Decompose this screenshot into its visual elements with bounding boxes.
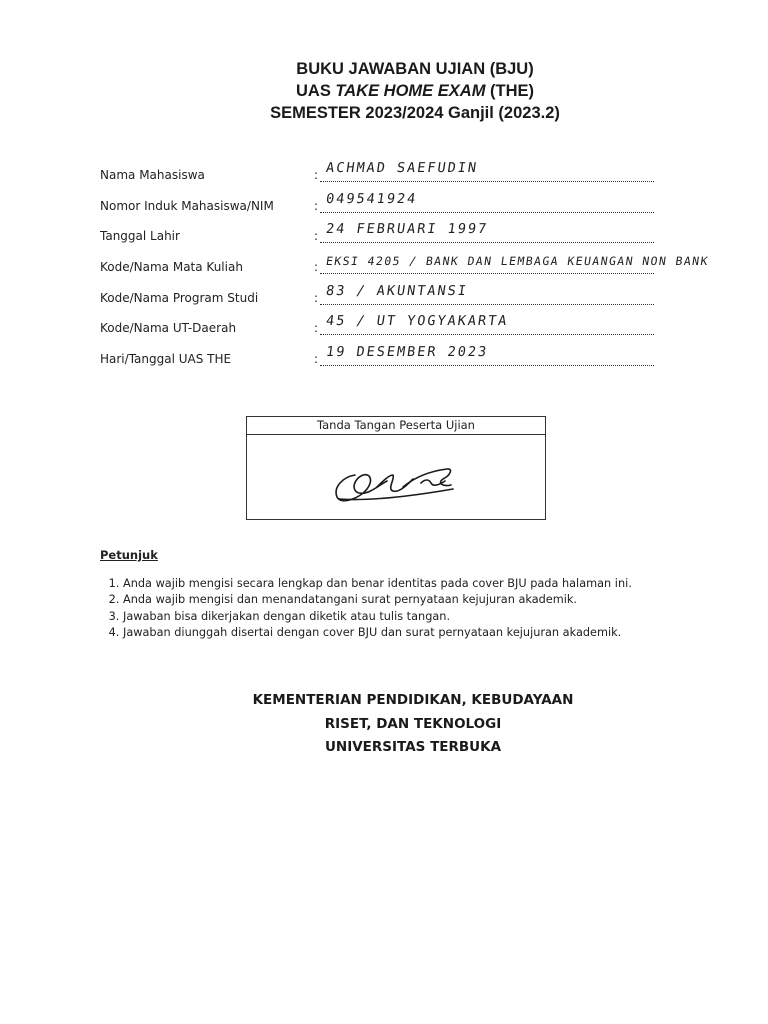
footer-ministry: KEMENTERIAN PENDIDIKAN, KEBUDAYAAN xyxy=(252,692,574,708)
instructions-list xyxy=(100,576,740,642)
instruction-item: 4. Jawaban diunggah disertai dengan cover BJU dan surat pernyataan kejujuran akademik. xyxy=(123,625,740,641)
form-label: Kode/Nama UT-Daerah xyxy=(100,321,237,336)
footer-university: UNIVERSITAS TERBUKA xyxy=(324,739,502,755)
dotted-line xyxy=(320,334,654,335)
form-row-nama xyxy=(100,160,768,191)
handwritten-value: ACHMAD SAEFUDIN xyxy=(324,160,480,176)
header-semester: SEMESTER 2023/2024 Ganjil (2023.2) xyxy=(270,104,560,122)
document-header xyxy=(0,58,768,124)
handwritten-signature xyxy=(247,435,545,519)
form-colon: : xyxy=(314,168,319,182)
form-label: Tanggal Lahir xyxy=(100,229,180,244)
instructions-title: Petunjuk xyxy=(100,548,158,562)
dotted-line xyxy=(320,212,654,213)
dotted-line xyxy=(320,365,654,366)
form-colon: : xyxy=(314,229,319,244)
handwritten-value: 24 FEBRUARI 1997 xyxy=(324,221,490,238)
header-subtitle-suffix: (THE) xyxy=(485,82,535,100)
form-colon: : xyxy=(314,260,319,275)
instruction-item: 2. Anda wajib mengisi dan menandatangani surat pernyataan kejujuran akademik. xyxy=(123,592,740,608)
header-subtitle-prefix: UAS xyxy=(295,82,336,100)
institution-footer xyxy=(0,689,768,760)
dotted-line xyxy=(320,242,654,243)
form-row-program-studi xyxy=(100,283,768,314)
form-colon: : xyxy=(314,352,319,367)
header-title: BUKU JAWABAN UJIAN (BJU) xyxy=(296,60,534,78)
form-colon: : xyxy=(314,290,319,305)
form-label: Kode/Nama Mata Kuliah xyxy=(100,260,243,275)
form-label: Hari/Tanggal UAS THE xyxy=(100,352,232,367)
dotted-line xyxy=(320,273,654,274)
instructions-section xyxy=(100,548,740,642)
form-label: Kode/Nama Program Studi xyxy=(100,290,259,305)
form-row-tanggal-lahir xyxy=(100,221,768,252)
form-row-ut-daerah xyxy=(100,313,768,344)
form-row-nim xyxy=(100,191,768,222)
handwritten-value: 83 / AKUNTANSI xyxy=(324,282,469,299)
handwritten-value: 049541924 xyxy=(324,190,419,207)
form-label: Nama Mahasiswa xyxy=(100,168,205,182)
handwritten-value: EKSI 4205 / BANK DAN LEMBAGA KEUANGAN NON BANK xyxy=(325,254,710,269)
dotted-line xyxy=(320,181,654,182)
header-subtitle-italic: TAKE HOME EXAM xyxy=(335,82,486,100)
footer-ministry-cont: RISET, DAN TEKNOLOGI xyxy=(324,715,502,732)
identity-form xyxy=(100,160,768,375)
handwritten-value: 45 / UT YOGYAKARTA xyxy=(324,313,510,330)
instruction-item: 1. Anda wajib mengisi secara lengkap dan benar identitas pada cover BJU pada halaman ini. xyxy=(123,576,740,592)
form-colon: : xyxy=(314,321,319,336)
form-label: Nomor Induk Mahasiswa/NIM xyxy=(100,198,274,213)
form-row-hari-tanggal xyxy=(100,344,768,375)
signature-box-title: Tanda Tangan Peserta Ujian xyxy=(247,417,545,435)
signature-box xyxy=(246,416,546,520)
instruction-item: 3. Jawaban bisa dikerjakan dengan diketik atau tulis tangan. xyxy=(123,609,740,625)
form-row-mata-kuliah xyxy=(100,252,768,283)
form-colon: : xyxy=(314,198,319,213)
handwritten-value: 19 DESEMBER 2023 xyxy=(324,344,490,361)
header-subtitle xyxy=(0,80,768,102)
dotted-line xyxy=(320,304,654,305)
